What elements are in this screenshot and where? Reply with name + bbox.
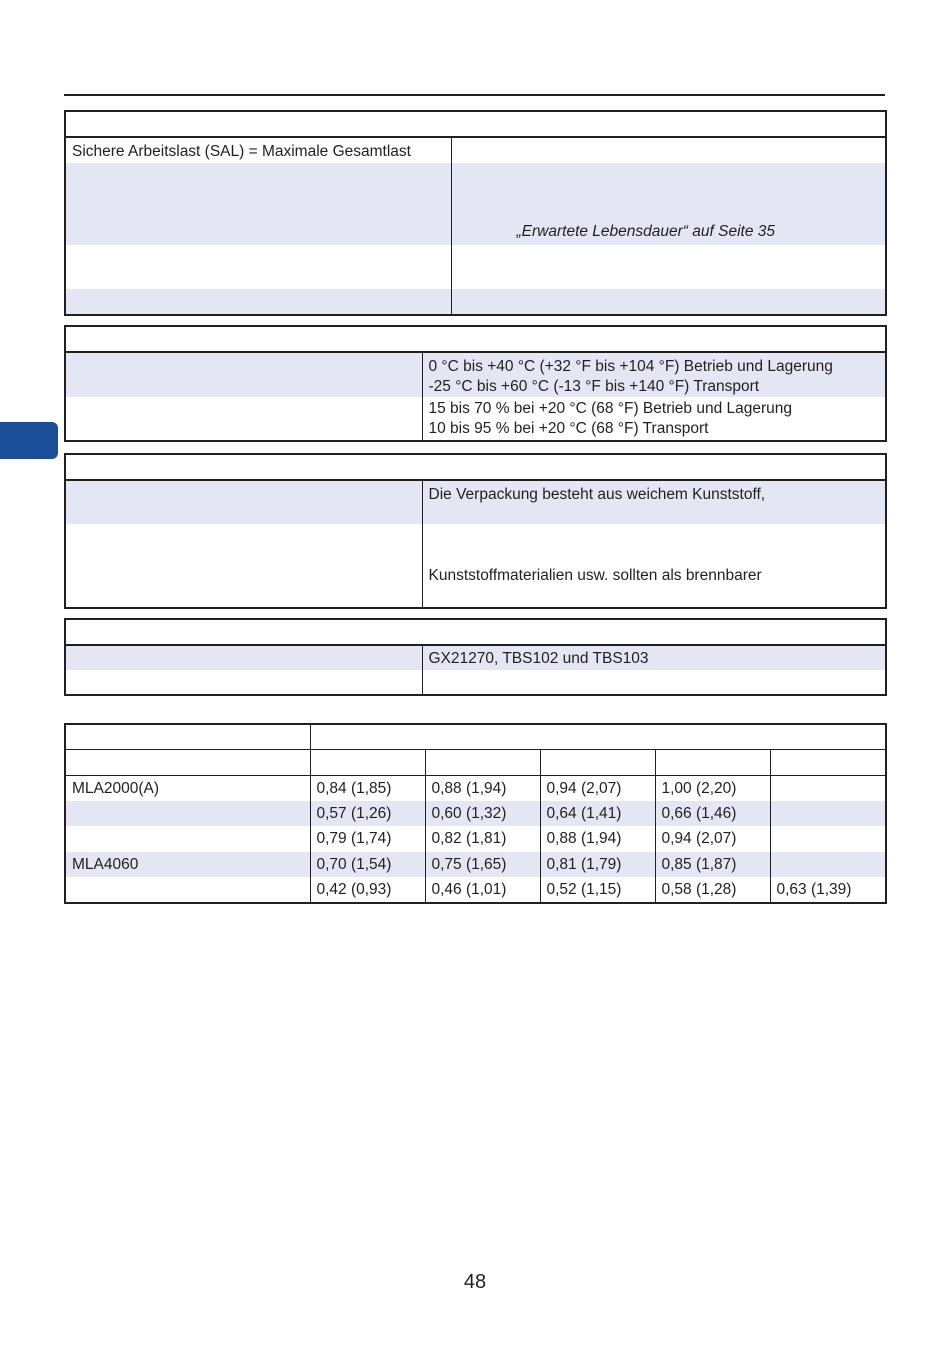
weight-subheader-col2 (425, 750, 540, 776)
weight-subheader-col4 (655, 750, 770, 776)
accessory-row1-right: GX21270, TBS102 und TBS103 (422, 645, 886, 670)
value-cell: 0,79 (1,74) (310, 826, 425, 852)
value-cell: 0,94 (2,07) (655, 826, 770, 852)
accessory-row1-left (65, 645, 422, 670)
page-number: 48 (463, 1271, 487, 1293)
weight-subheader-col3 (540, 750, 655, 776)
load-row4-left (65, 289, 451, 315)
value-cell: 0,52 (1,15) (540, 877, 655, 903)
accessory-table (64, 618, 887, 696)
load-table (64, 110, 887, 316)
packaging-row1-left (65, 480, 422, 524)
accessory-row2-right (422, 670, 886, 695)
top-rule (64, 94, 885, 96)
value-cell: 1,00 (2,20) (655, 775, 770, 801)
value-cell: 0,85 (1,87) (655, 852, 770, 878)
value-cell: 0,84 (1,85) (310, 775, 425, 801)
value-cell: 0,58 (1,28) (655, 877, 770, 903)
temperature-label (65, 352, 422, 397)
load-row4-right (451, 289, 886, 315)
model-cell (65, 801, 310, 827)
value-cell: 0,88 (1,94) (425, 775, 540, 801)
value-cell: 0,66 (1,46) (655, 801, 770, 827)
humidity-label (65, 397, 422, 441)
load-row3-right (451, 245, 886, 289)
packaging-row2-left (65, 524, 422, 608)
value-cell: 0,57 (1,26) (310, 801, 425, 827)
weight-header-model (65, 724, 310, 750)
humidity-line-2: 10 bis 95 % bei +20 °C (68 °F) Transport (428, 420, 709, 437)
weight-subheader-col1 (310, 750, 425, 776)
value-cell: 0,63 (1,39) (770, 877, 886, 903)
packaging-table-header (65, 454, 886, 480)
value-cell: 0,94 (2,07) (540, 775, 655, 801)
table-row (65, 826, 886, 852)
value-cell: 0,70 (1,54) (310, 852, 425, 878)
table-row (65, 775, 886, 801)
model-cell: MLA2000(A) (65, 775, 310, 801)
packaging-row2-right: Kunststoffmaterialien usw. sollten als brennbarer (422, 524, 886, 608)
table-row (65, 801, 886, 827)
environment-table-header (65, 326, 886, 352)
load-row1-left: Sichere Arbeitslast (SAL) = Maximale Gesamtlast (65, 137, 451, 163)
value-cell: 0,64 (1,41) (540, 801, 655, 827)
value-cell: 0,75 (1,65) (425, 852, 540, 878)
table-row (65, 877, 886, 903)
humidity-line-1: 15 bis 70 % bei +20 °C (68 °F) Betrieb und Lagerung (428, 400, 793, 417)
load-row2-right: „Erwartete Lebensdauer“ auf Seite 35 (451, 163, 886, 245)
load-row3-left (65, 245, 451, 289)
value-cell: 0,42 (0,93) (310, 877, 425, 903)
value-cell: 0,82 (1,81) (425, 826, 540, 852)
packaging-table (64, 453, 887, 609)
humidity-values (422, 397, 886, 441)
value-cell: 0,46 (1,01) (425, 877, 540, 903)
weight-subheader-model (65, 750, 310, 776)
weight-table (64, 723, 887, 904)
temperature-line-2: -25 °C bis +60 °C (-13 °F bis +140 °F) Transport (428, 378, 760, 395)
value-cell (770, 852, 886, 878)
weight-header-group (310, 724, 886, 750)
value-cell (770, 801, 886, 827)
temperature-line-1: 0 °C bis +40 °C (+32 °F bis +104 °F) Betrieb und Lagerung (428, 358, 833, 375)
model-cell (65, 877, 310, 903)
load-row1-right (451, 137, 886, 163)
accessory-row2-left (65, 670, 422, 695)
temperature-values (422, 352, 886, 397)
packaging-row1-right: Die Verpackung besteht aus weichem Kunststoff, (422, 480, 886, 524)
load-table-header (65, 111, 886, 137)
value-cell (770, 826, 886, 852)
model-cell (65, 826, 310, 852)
value-cell: 0,81 (1,79) (540, 852, 655, 878)
value-cell: 0,88 (1,94) (540, 826, 655, 852)
value-cell (770, 775, 886, 801)
value-cell: 0,60 (1,32) (425, 801, 540, 827)
load-row2-left (65, 163, 451, 245)
table-row (65, 852, 886, 878)
weight-subheader-col5 (770, 750, 886, 776)
model-cell: MLA4060 (65, 852, 310, 878)
accessory-table-header (65, 619, 886, 645)
environment-table (64, 325, 887, 442)
chapter-side-tab (0, 422, 58, 459)
